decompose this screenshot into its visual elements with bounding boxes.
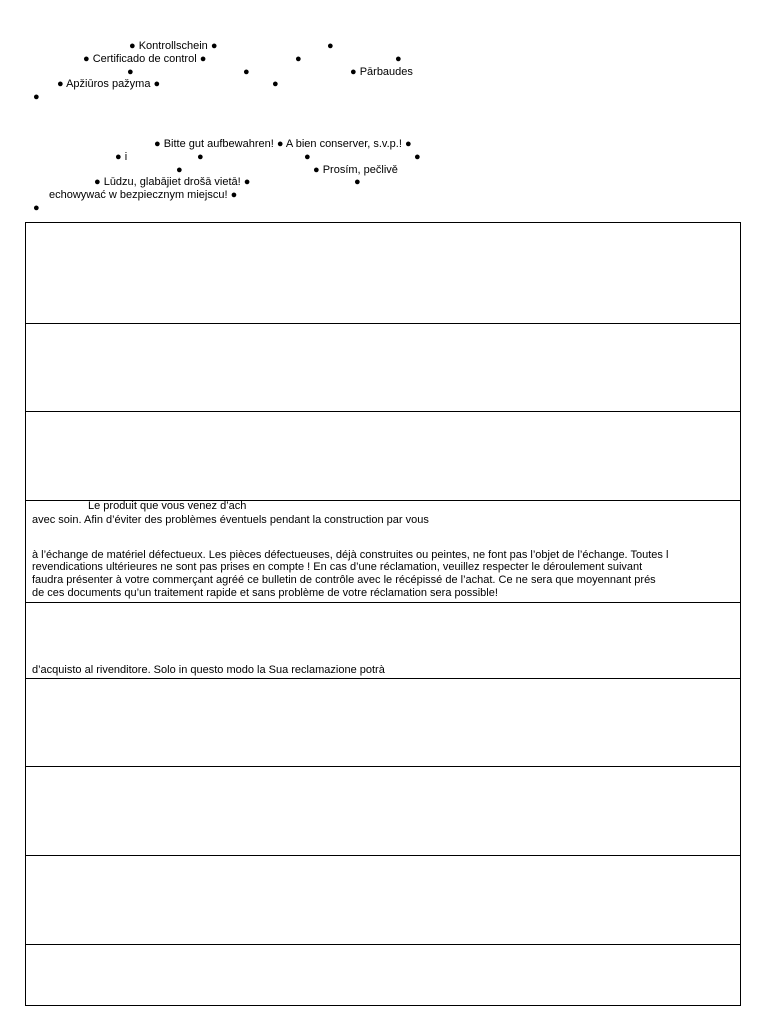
- title-bullet: ●: [127, 66, 134, 78]
- notice-bullet: ●: [304, 151, 311, 163]
- french-text-line: à l’échange de matériel défectueux. Les pièces défectueuses, déjà construites ou peintes, ne font pas l’objet de l’échange. Toutes l: [32, 549, 669, 561]
- notice-cs: ● Prosím, pečlivě: [313, 164, 398, 176]
- french-text-line: revendications ultérieures ne sont pas prises en compte ! En cas d’une réclamation, veuillez respecter le déroulement suivant: [32, 561, 643, 573]
- french-text-line: avec soin. Afin d’éviter des problèmes éventuels pendant la construction par vous: [32, 514, 429, 526]
- title-bullet: ●: [395, 53, 402, 65]
- notice-bullet: ●: [354, 176, 361, 188]
- title-bullet: ●: [243, 66, 250, 78]
- notice-lv: ● Lūdzu, glabājiet drošā vietā! ●: [94, 176, 251, 188]
- title-de: ● Kontrollschein ●: [129, 40, 218, 52]
- french-text-line: Le produit que vous venez d’ach: [88, 500, 247, 512]
- section-divider: [26, 855, 740, 856]
- notice-bullet: ●: [176, 164, 183, 176]
- title-bullet: ●: [33, 91, 40, 103]
- title-bullet: ●: [295, 53, 302, 65]
- section-divider: [26, 766, 740, 767]
- title-lv: ● Pārbaudes: [350, 66, 413, 78]
- title-es: ● Certificado de control ●: [83, 53, 207, 65]
- notice-bullet: ●: [197, 151, 204, 163]
- section-divider: [26, 323, 740, 324]
- notice-bullet: ● i: [115, 151, 128, 163]
- notice-pl: echowywać w bezpiecznym miejscu! ●: [49, 189, 238, 201]
- section-divider: [26, 944, 740, 945]
- section-divider: [26, 411, 740, 412]
- title-bullet: ●: [272, 78, 279, 90]
- section-divider: [26, 678, 740, 679]
- title-bullet: ●: [327, 40, 334, 52]
- section-divider: [26, 602, 740, 603]
- french-text-line: de ces documents qu’un traitement rapide et sans problème de votre réclamation sera possible!: [32, 587, 498, 599]
- notice-de-fr: ● Bitte gut aufbewahren! ● A bien conserver, s.v.p.! ●: [154, 138, 412, 150]
- title-lt: ● Apžiūros pažyma ●: [57, 78, 161, 90]
- italian-text-line: d’acquisto al rivenditore. Solo in questo modo la Sua reclamazione potrà: [32, 664, 385, 676]
- french-text-line: faudra présenter à votre commerçant agréé ce bulletin de contrôle avec le récépissé de l’achat. Ce ne sera que moyennant prés: [32, 574, 656, 586]
- language-sections-frame: [25, 222, 741, 1006]
- notice-bullet: ●: [414, 151, 421, 163]
- notice-bullet: ●: [33, 202, 40, 214]
